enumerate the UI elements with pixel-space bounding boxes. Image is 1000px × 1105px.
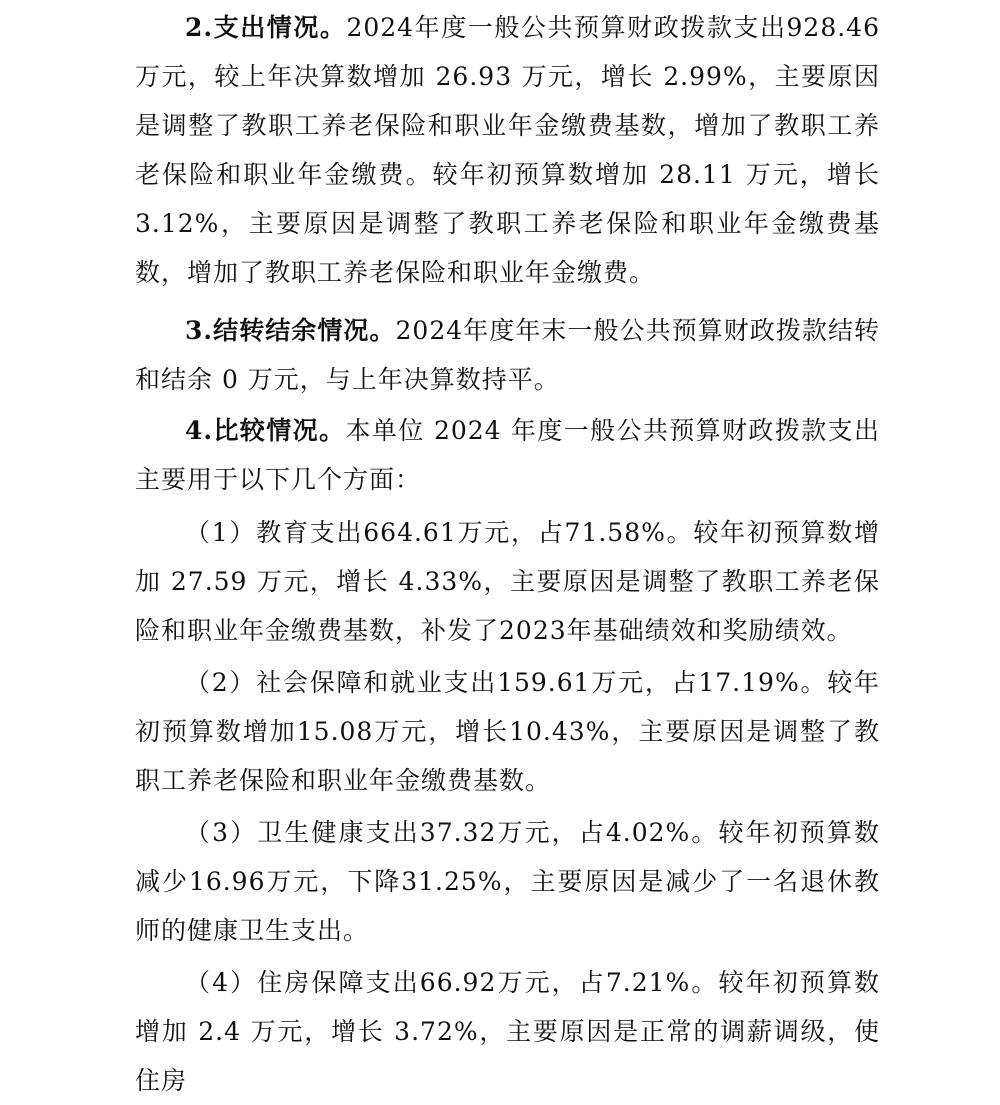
paragraph-housing: [135, 958, 880, 1105]
paragraph-social-security: [135, 658, 880, 805]
paragraph-body: （2）社会保障和就业支出159.61万元，占17.19%。较年初预算数增加15.08万元，增长10.43%，主要原因是调整了教职工养老保险和职业年金缴费基数。: [135, 668, 880, 795]
paragraph-heading: 3.结转结余情况。: [185, 316, 396, 345]
paragraph-comparison: [135, 406, 880, 504]
paragraph-body: 2024年度年末一般公共预算财政拨款结转和结余 0 万元，与上年决算数持平。: [135, 316, 880, 394]
paragraph-health: [135, 808, 880, 955]
paragraph-body: （4）住房保障支出66.92万元，占7.21%。较年初预算数增加 2.4 万元，增长 3.72%，主要原因是正常的调薪调级，使住房: [135, 968, 880, 1095]
paragraph-heading: 4.比较情况。: [185, 416, 346, 445]
paragraph-carryover: [135, 306, 880, 404]
paragraph-expenditure: [135, 3, 880, 297]
paragraph-body: 2024年度一般公共预算财政拨款支出928.46万元，较上年决算数增加 26.93 万元，增长 2.99%，主要原因是调整了教职工养老保险和职业年金缴费基数，增加了教职工养老保险和职业年金缴费。较年初预算数增加 28.11 万元，增长 3.12%，主要原因是调整了教职工养老保险和职业年金缴费基数，增加了教职工养老保险和职业年金缴费。: [135, 13, 880, 287]
paragraph-body: 本单位 2024 年度一般公共预算财政拨款支出主要用于以下几个方面：: [135, 416, 880, 494]
paragraph-body: （1）教育支出664.61万元，占71.58%。较年初预算数增加 27.59 万元，增长 4.33%，主要原因是调整了教职工养老保险和职业年金缴费基数，补发了2023年基础绩效和奖励绩效。: [135, 518, 880, 645]
paragraph-education: [135, 508, 880, 655]
paragraph-body: （3）卫生健康支出37.32万元，占4.02%。较年初预算数减少16.96万元，下降31.25%，主要原因是减少了一名退休教师的健康卫生支出。: [135, 818, 880, 945]
paragraph-heading: 2.支出情况。: [185, 13, 347, 42]
